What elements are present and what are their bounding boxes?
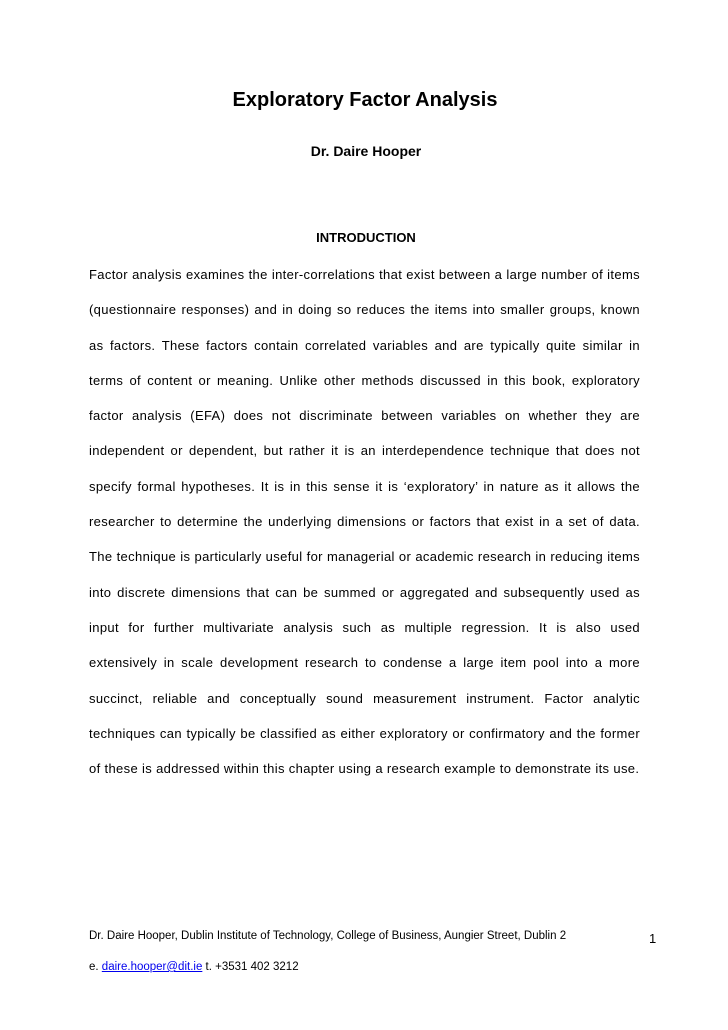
footer-contact (89, 961, 299, 973)
introduction-paragraph: Factor analysis examines the inter-correlations that exist between a large number of items (questionnaire responses) and in doing so reduces the items into smaller groups, known as factors. These factors contain correlated variables and are typically quite similar in terms of content or meaning. Unlike other methods discussed in this book, exploratory factor analysis (EFA) does not discriminate between variables on whether they are independent or dependent, but rather it is an interdependence technique that does not specify formal hypotheses. It is in this sense it is ‘exploratory’ in nature as it allows the researcher to determine the underlying dimensions or factors that exist in a set of data. The technique is particularly useful for managerial or academic research in reducing items into discrete dimensions that can be summed or aggregated and subsequently used as input for further multivariate analysis such as multiple regression. It is also used extensively in scale development research to condense a large item pool into a more succinct, reliable and conceptually sound measurement instrument. Factor analytic techniques can typically be classified as either exploratory or confirmatory and the former of these is addressed within this chapter using a research example to demonstrate its use. (89, 267, 640, 777)
footer-affiliation: Dr. Daire Hooper, Dublin Institute of Technology, College of Business, Aungier Street, Dublin 2 (89, 930, 567, 942)
page-number: 1 (649, 931, 657, 946)
document-title: Exploratory Factor Analysis (232, 89, 498, 111)
email-prefix: e. (89, 961, 99, 973)
phone-number: t. +3531 402 3212 (205, 961, 299, 973)
author-name: Dr. Daire Hooper (310, 143, 422, 159)
email-link[interactable]: daire.hooper@dit.ie (101, 961, 203, 973)
section-heading: INTRODUCTION (316, 230, 416, 245)
